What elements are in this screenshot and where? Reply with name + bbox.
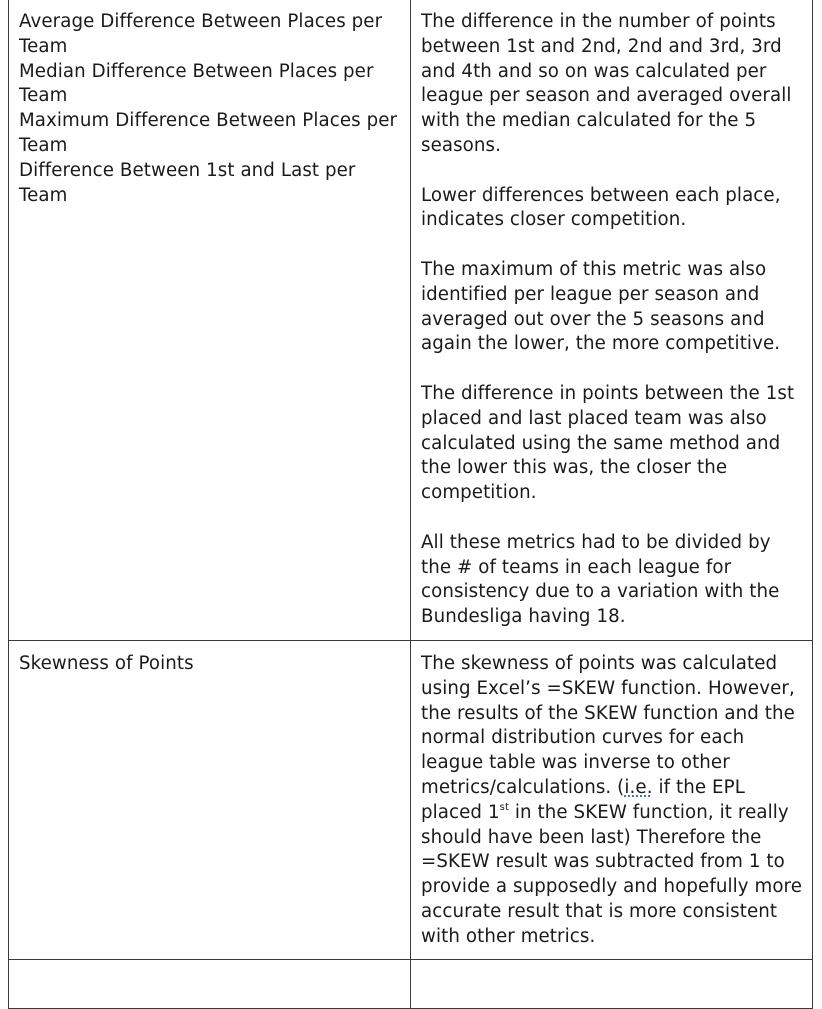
- description-paragraph: All these metrics had to be divided by the # of teams in each league for consistency due to a variation with the Bundesliga having 18.: [421, 531, 780, 628]
- metric-median-difference: Median Difference Between Places per Team: [19, 60, 374, 107]
- empty-cell: [9, 960, 411, 1009]
- description-paragraph: The difference in points between the 1st placed and last placed team was also calculated using the same method and the lower this was, the closer the competition.: [421, 382, 795, 504]
- metric-names-cell: [9, 0, 411, 640]
- skew-text-part: in the SKEW function, it really should have been last) Therefore the =SKEW result was subtracted from 1 to provide a supposedly and hopefully more accurate result that is more consistent with other metrics.: [421, 801, 803, 947]
- table-row: [9, 640, 813, 960]
- description-paragraph: The maximum of this metric was also identified per league per season and averaged out over the 5 seasons and again the lower, the more competitive.: [421, 258, 781, 355]
- ie-abbreviation: i.e.: [624, 776, 653, 798]
- description-paragraph: The difference in the number of points between 1st and 2nd, 2nd and 3rd, 3rd and 4th and so on was calculated per league per season and averaged overall with the median calculated for the 5 seasons.: [421, 11, 792, 156]
- table-row: [9, 0, 813, 640]
- metric-description-cell: [411, 0, 813, 640]
- description-paragraph: Lower differences between each place, indicates closer competition.: [421, 184, 781, 231]
- skew-text-part: if the EPL placed 1: [421, 776, 745, 823]
- methodology-table: [8, 0, 813, 1009]
- ordinal-superscript: st: [499, 801, 509, 813]
- metric-skewness: Skewness of Points: [19, 652, 194, 674]
- metric-first-last-difference: Difference Between 1st and Last per Team: [19, 159, 356, 206]
- table-row: [9, 960, 813, 1009]
- metric-average-difference: Average Difference Between Places per Team: [19, 11, 383, 57]
- metric-maximum-difference: Maximum Difference Between Places per Team: [19, 110, 398, 156]
- skew-text-part: The skewness of points was calculated using Excel’s =SKEW function. However, the results of the SKEW function and the normal distribution curves for each league table was inverse to other metrics/calculations. (: [421, 652, 795, 798]
- metric-names-cell: [9, 640, 411, 960]
- metric-description-cell: [411, 640, 813, 960]
- empty-cell: [411, 960, 813, 1009]
